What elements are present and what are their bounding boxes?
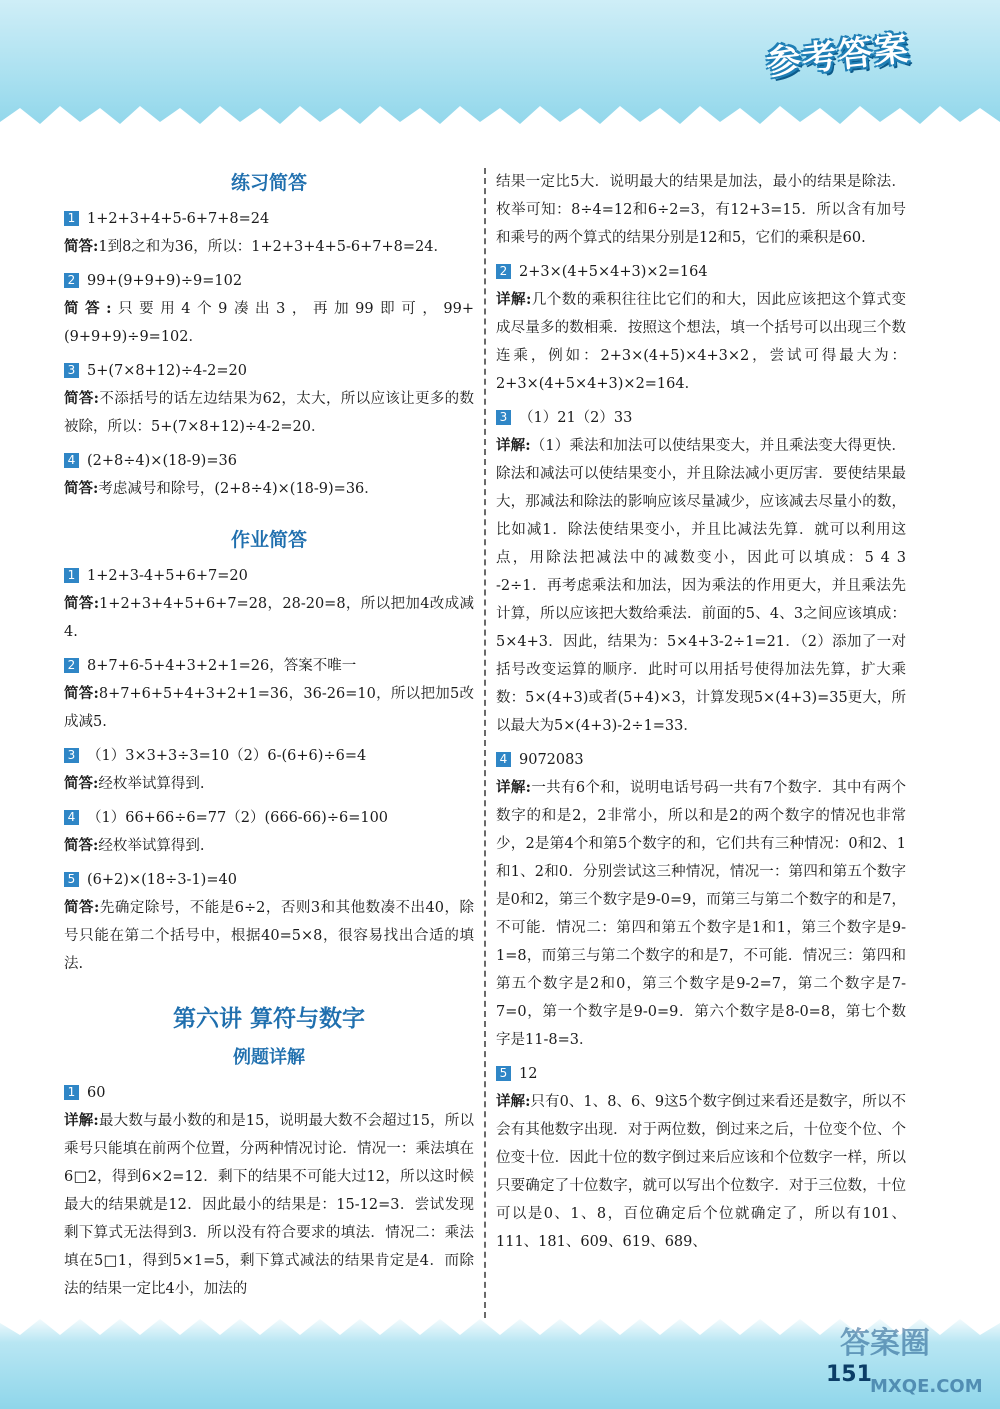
answer-text: 2+3×(4+5×4+3)×2=164 [519,264,708,280]
explanation-text: 1+2+3+4+5+6+7=28，28-20=8，所以把加4改成减4. [64,596,474,640]
example-item [496,404,906,740]
lecture-title: 第六讲 算符与数字 [172,1006,365,1032]
left-column [64,168,474,1309]
practice-item [64,357,474,441]
explanation-label: 简答: [64,238,99,255]
question-number: 2 [496,264,511,279]
explanation-label: 详解: [496,291,532,308]
answer-text: （1）3×3+3÷3=10（2）6-(6+6)÷6=4 [87,748,367,764]
answer-text: 1+2+3+4+5-6+7+8=24 [87,211,270,227]
homework-item [64,742,474,798]
answer-text: 99+(9+9+9)÷9=102 [87,273,243,289]
answer-text: （1）66+66÷6=77（2）(666-66)÷6=100 [87,810,389,826]
explanation-text: 一共有6个和，说明电话号码一共有7个数字．其中有两个数字的和是2，2非常小，所以和是2的两个数字的情况也非常少，2是第4个和第5个数字的和，它们共有三种情况：0和2、1和1、2和0．分别尝试这三种情况，情况一：第四和第五个数字是0和2，第三个数字是9-0=9，而第三与第二个数字的和是7，不可能．情况二：第四和第五个数字是1和1，第三个数字是9-1=8，而第三与第二个数字的和是7，不可能．情况三：第四和第五个数字是2和0，第三个数字是9-2=7，第二个数字是7-7=0，第一个数字是9-0=9．第六个数字是8-0=8，第七个数字是11-8=3． [496,780,906,1048]
right-column [496,168,906,1262]
answer-text: 9072083 [519,752,584,768]
answer-text: （1）21（2）33 [519,410,633,426]
explanation-text: 几个数的乘积往往比它们的和大，因此应该把这个算式变成尽量多的数相乘．按照这个想法，填一个括号可以出现三个数连乘，例如：2+3×(4+5)×4+3×2，尝试可得最大为：2+3×(4+5×4+3)×2=164． [496,292,906,392]
homework-item [64,652,474,736]
explanation-text: 先确定除号，不能是6÷2，否则3和其他数凑不出40，除号只能在第二个括号中，根据40=5×8，很容易找出合适的填法. [64,900,474,972]
answer-text: (6+2)×(18÷3-1)=40 [87,872,237,888]
explanation-label: 简答: [64,837,99,854]
question-number: 5 [64,872,79,887]
explanation-text: 1到8之和为36，所以：1+2+3+4+5-6+7+8=24． [98,239,448,255]
explanation-text: （1）乘法和加法可以使结果变大，并且乘法变大得更快．除法和减法可以使结果变小，并且除法减小更厉害．要使结果最大，那减法和除法的影响应该尽量减少，应该减去尽量小的数，比如减1．除法使结果变小，并且比减法先算．就可以利用这点，用除法把减法中的减数变小，因此可以填成：5 4 3 -2÷1．再考虑乘法和加法，因为乘法的作用更大，并且乘法先计算，所以应该把大数给乘法．前面的5、4、3之间应该填成：5×4+3．因此，结果为：5×4+3-2÷1=21．（2）添加了一对括号改变运算的顺序．此时可以用括号使得加法先算，扩大乘数：5×(4+3)或者(5+4)×3，计算发现5×(4+3)=35更大，所以最大为5×(4+3)-2÷1=33． [496,438,906,734]
explanation-text: 最大数与最小数的和是15，说明最大数不会超过15，所以乘号只能填在前两个位置，分两种情况讨论．情况一：乘法填在6□2，得到6×2=12．剩下的结果不可能大过12，所以这时候最大的结果就是12．因此最小的结果是：15-12=3．尝试发现剩下算式无法得到3．所以没有符合要求的填法．情况二：乘法填在5□1，得到5×1=5，剩下算式减法的结果肯定是4．而除法的结果一定比4小，加法的 [64,1113,474,1297]
explanation-text: 8+7+6+5+4+3+2+1=36，36-26=10，所以把加5改成减5. [64,686,475,730]
practice-item [64,205,474,261]
answer-text: 12 [519,1066,538,1082]
lecture-subtitle: 例题详解 [233,1047,305,1068]
homework-item [64,866,474,978]
header-zigzag-border [0,100,1000,140]
explanation-label: 简答: [64,300,112,317]
watermark-url: MXQE.COM [870,1376,983,1397]
answer-text: 8+7+6-5+4+3+2+1=26，答案不唯一 [87,658,357,674]
homework-item [64,804,474,860]
continued-explanation [496,168,906,252]
question-number: 1 [64,1085,79,1100]
explanation-text: 经枚举试算得到. [98,838,205,854]
answer-text: (2+8÷4)×(18-9)=36 [87,453,237,469]
section-title-practice: 练习简答 [230,172,307,194]
page-number: 151 [826,1362,872,1387]
explanation-label: 简答: [64,685,99,702]
question-number: 3 [496,410,511,425]
question-number: 1 [64,211,79,226]
explanation-text: 只要用4个9凑出3，再加99即可，99+(9+9+9)÷9=102． [64,301,474,345]
explanation-label: 简答: [64,595,100,612]
explanation-label: 详解: [496,779,532,796]
explanation-label: 详解: [496,1093,531,1110]
explanation-text: 考虑减号和除号，(2+8÷4)×(18-9)=36． [98,481,379,497]
answer-text: 5+(7×8+12)÷4-2=20 [87,363,247,379]
question-number: 2 [64,658,79,673]
answer-text: 1+2+3-4+5+6+7=20 [87,568,248,584]
question-number: 1 [64,568,79,583]
practice-item [64,447,474,503]
question-number: 4 [496,752,511,767]
explanation-label: 简答: [64,480,99,497]
answer-text: 60 [87,1085,106,1101]
question-number: 2 [64,273,79,288]
explanation-text: 经枚举试算得到. [98,776,205,792]
explanation-label: 简答: [64,390,100,407]
question-number: 3 [64,748,79,763]
watermark-logo: 答案圈 [840,1326,930,1361]
explanation-text: 结果一定比5大．说明最大的结果是加法，最小的结果是除法．枚举可知：8÷4=12和6÷2=3，有12+3=15．所以含有加号和乘号的两个算式的结果分别是12和5，它们的乘积是60. [496,174,906,246]
example-item [64,1079,474,1303]
practice-item [64,267,474,351]
example-item [496,258,906,398]
section-title-homework: 作业简答 [230,529,307,551]
question-number: 4 [64,810,79,825]
question-number: 5 [496,1066,511,1081]
explanation-text: 不添括号的话左边结果为62，太大，所以应该让更多的数被除，所以：5+(7×8+12)÷4-2=20． [64,391,475,435]
explanation-text: 只有0、1、8、6、9这5个数字倒过来看还是数字，所以不会有其他数字出现．对于两位数，倒过来之后，十位变个位、个位变十位．因此十位的数字倒过来后应该和个位数字一样，所以只要确定了十位数字，就可以写出个位数字．对于三位数，十位可以是0、1、8，百位确定后个位就确定了，所以有101、111、181、609、619、689、 [496,1094,906,1250]
answer-key-title: 参考答案 [764,28,913,84]
explanation-label: 详解: [496,437,531,454]
example-item [496,1060,906,1256]
explanation-label: 详解: [64,1112,99,1129]
example-item [496,746,906,1054]
question-number: 4 [64,453,79,468]
column-divider [484,168,486,1318]
question-number: 3 [64,363,79,378]
homework-item [64,562,474,646]
explanation-label: 简答: [64,899,100,916]
explanation-label: 简答: [64,775,99,792]
